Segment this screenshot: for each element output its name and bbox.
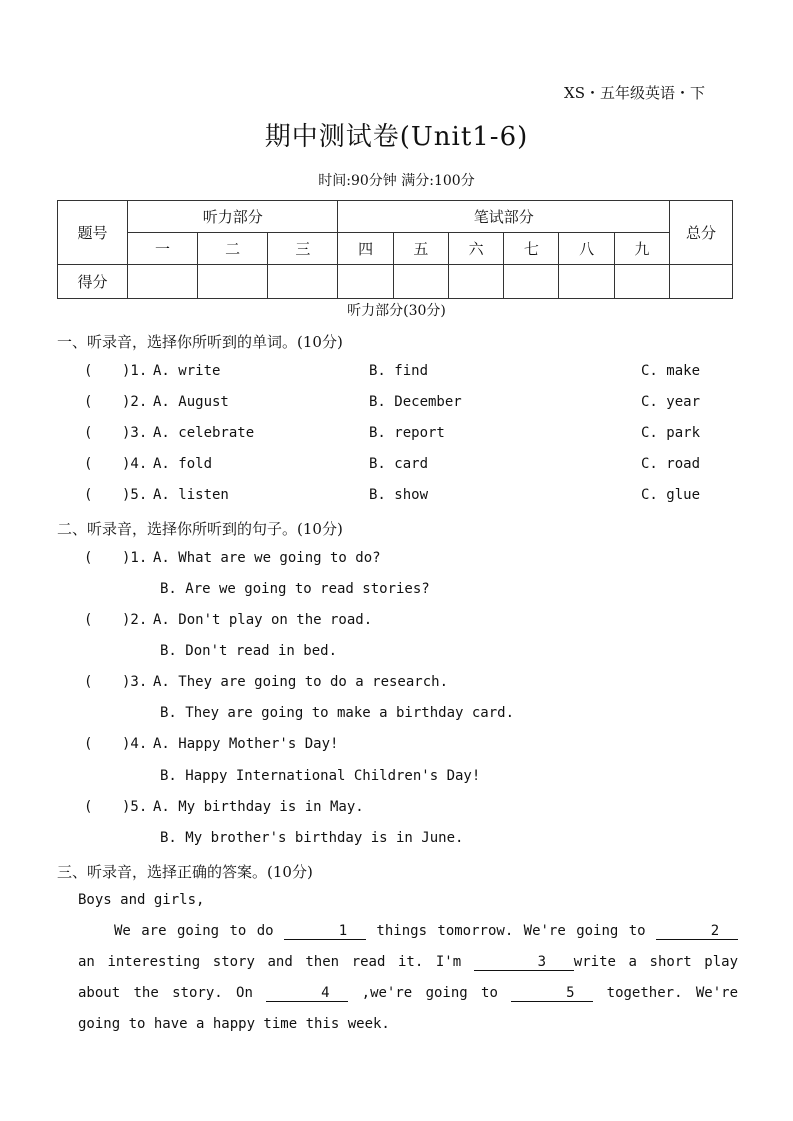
item-number: )3.	[122, 674, 148, 690]
option-b: B. They are going to make a birthday card.	[160, 705, 515, 721]
option-b: B. report	[369, 425, 445, 441]
score-cell[interactable]	[128, 265, 198, 299]
answer-paren[interactable]: (	[84, 736, 93, 752]
column-header: 九	[614, 233, 669, 265]
answer-paren[interactable]: (	[84, 612, 93, 628]
total-label: 总分	[670, 201, 733, 265]
score-cell[interactable]	[338, 265, 393, 299]
header-tag: XS・五年级英语・下	[564, 84, 705, 102]
blank-4[interactable]: 4	[266, 985, 348, 1002]
blank-5[interactable]: 5	[511, 985, 593, 1002]
score-cell[interactable]	[268, 265, 338, 299]
section1-title: 一、听录音，选择你所听到的单词。(10分)	[57, 333, 343, 351]
column-header: 七	[504, 233, 559, 265]
column-header: 三	[268, 233, 338, 265]
topic-label: 题号	[58, 201, 128, 265]
blank-2[interactable]: 2	[656, 923, 738, 940]
cloze-text: together. We're going to have a happy time this week.	[78, 985, 738, 1032]
option-a: A. fold	[153, 456, 213, 472]
column-header: 二	[198, 233, 268, 265]
column-header: 六	[448, 233, 503, 265]
letter-greeting: Boys and girls,	[78, 892, 205, 908]
answer-paren[interactable]: (	[84, 550, 93, 566]
column-header: 五	[393, 233, 448, 265]
item-number: )2.	[122, 394, 148, 410]
option-a: A. listen	[153, 487, 229, 503]
column-header: 四	[338, 233, 393, 265]
option-b: B. December	[369, 394, 462, 410]
column-header: 八	[559, 233, 614, 265]
cloze-paragraph	[78, 916, 738, 1040]
cloze-text: things tomorrow. We're going to	[376, 923, 646, 939]
option-a: A. write	[153, 363, 221, 379]
item-number: )3.	[122, 425, 148, 441]
score-label: 得分	[58, 265, 128, 299]
option-b: B. Are we going to read stories?	[160, 581, 430, 597]
option-a: A. What are we going to do?	[153, 550, 381, 566]
score-cell[interactable]	[448, 265, 503, 299]
column-header: 一	[128, 233, 198, 265]
item-number: )4.	[122, 736, 148, 752]
item-number: )1.	[122, 363, 148, 379]
score-cell[interactable]	[559, 265, 614, 299]
blank-1[interactable]: 1	[284, 923, 366, 940]
section2-title: 二、听录音，选择你所听到的句子。(10分)	[57, 520, 343, 538]
score-cell[interactable]	[504, 265, 559, 299]
score-cell[interactable]	[614, 265, 669, 299]
answer-paren[interactable]: (	[84, 363, 93, 379]
blank-3[interactable]: 3	[474, 954, 574, 971]
option-b: B. My brother's birthday is in June.	[160, 830, 464, 846]
option-b: B. card	[369, 456, 429, 472]
item-number: )1.	[122, 550, 148, 566]
section3-title: 三、听录音，选择正确的答案。(10分)	[57, 863, 313, 881]
answer-paren[interactable]: (	[84, 425, 93, 441]
cloze-text: write a short play about the story. On	[78, 954, 738, 1001]
cloze-text: an interesting story and then read it. I'm	[78, 954, 462, 970]
option-a: A. August	[153, 394, 229, 410]
option-b: B. Happy International Children's Day!	[160, 768, 481, 784]
score-cell[interactable]	[198, 265, 268, 299]
option-a: A. My birthday is in May.	[153, 799, 364, 815]
exam-info: 时间:90分钟 满分:100分	[318, 173, 475, 189]
score-cell[interactable]	[393, 265, 448, 299]
option-b: B. show	[369, 487, 429, 503]
option-c: C. make	[641, 363, 701, 379]
item-number: )5.	[122, 799, 148, 815]
answer-paren[interactable]: (	[84, 456, 93, 472]
option-a: A. celebrate	[153, 425, 255, 441]
option-b: B. Don't read in bed.	[160, 643, 338, 659]
option-c: C. year	[641, 394, 701, 410]
item-number: )4.	[122, 456, 148, 472]
score-cell[interactable]	[670, 265, 733, 299]
answer-paren[interactable]: (	[84, 799, 93, 815]
item-number: )2.	[122, 612, 148, 628]
option-a: A. Don't play on the road.	[153, 612, 373, 628]
score-table	[57, 200, 733, 299]
listening-label: 听力部分	[128, 201, 338, 233]
written-label: 笔试部分	[338, 201, 670, 233]
cloze-text: We are going to do	[114, 923, 274, 939]
answer-paren[interactable]: (	[84, 394, 93, 410]
item-number: )5.	[122, 487, 148, 503]
option-a: A. They are going to do a research.	[153, 674, 449, 690]
option-b: B. find	[369, 363, 429, 379]
option-c: C. park	[641, 425, 701, 441]
option-a: A. Happy Mother's Day!	[153, 736, 339, 752]
answer-paren[interactable]: (	[84, 674, 93, 690]
answer-paren[interactable]: (	[84, 487, 93, 503]
cloze-text: ,we're going to	[361, 985, 498, 1001]
option-c: C. road	[641, 456, 701, 472]
option-c: C. glue	[641, 487, 701, 503]
page-title: 期中测试卷(Unit1-6)	[264, 122, 529, 152]
listening-header: 听力部分(30分)	[347, 303, 446, 319]
